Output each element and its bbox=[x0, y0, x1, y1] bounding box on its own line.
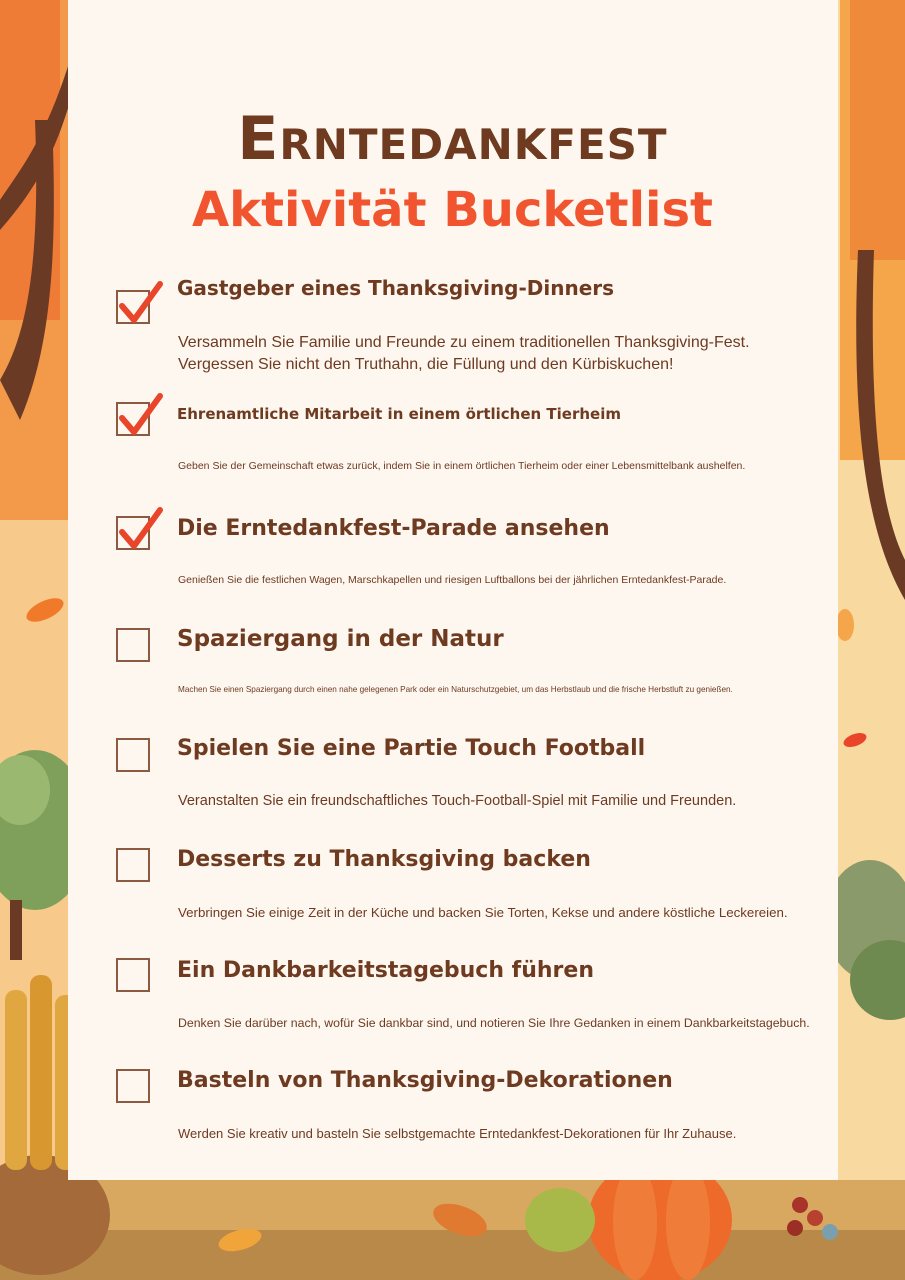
item-description: Versammeln Sie Familie und Freunde zu einem traditionellen Thanksgiving-Fest. bbox=[178, 334, 750, 351]
item-title: Desserts zu Thanksgiving backen bbox=[177, 847, 591, 872]
item-title: Ein Dankbarkeitstagebuch führen bbox=[177, 958, 594, 983]
page-title: Erntedankfest bbox=[237, 104, 668, 174]
checkbox[interactable] bbox=[116, 848, 150, 882]
item-title: Die Erntedankfest-Parade ansehen bbox=[177, 516, 610, 541]
checkmark-icon bbox=[116, 506, 164, 554]
page-subtitle: Aktivität Bucketlist bbox=[192, 182, 713, 238]
item-title: Spaziergang in der Natur bbox=[177, 626, 504, 652]
checkbox[interactable] bbox=[116, 1069, 150, 1103]
item-title: Spielen Sie eine Partie Touch Football bbox=[177, 736, 646, 761]
item-description: Werden Sie kreativ und basteln Sie selbstgemachte Erntedankfest-Dekorationen für Ihr Zuhause. bbox=[178, 1126, 737, 1141]
item-description: Vergessen Sie nicht den Truthahn, die Füllung und den Kürbiskuchen! bbox=[178, 356, 674, 373]
checkmark-icon bbox=[116, 280, 164, 328]
item-title: Ehrenamtliche Mitarbeit in einem örtlichen Tierheim bbox=[177, 405, 621, 423]
item-description: Genießen Sie die festlichen Wagen, Marschkapellen und riesigen Luftballons bei der jährlichen Erntedankfest-Parade. bbox=[178, 574, 727, 586]
checkbox[interactable] bbox=[116, 958, 150, 992]
item-description: Geben Sie der Gemeinschaft etwas zurück, indem Sie in einem örtlichen Tierheim oder einer Lebensmittelbank aushelfen. bbox=[178, 460, 746, 472]
item-description: Machen Sie einen Spaziergang durch einen nahe gelegenen Park oder ein Naturschutzgebiet, um das Herbstlaub und die frische Herbstluft zu genießen. bbox=[178, 685, 733, 694]
checklist-paper bbox=[68, 0, 838, 1180]
item-description: Verbringen Sie einige Zeit in der Küche und backen Sie Torten, Kekse und andere köstliche Leckereien. bbox=[178, 905, 788, 920]
item-title: Basteln von Thanksgiving-Dekorationen bbox=[177, 1068, 673, 1093]
checkbox[interactable] bbox=[116, 628, 150, 662]
item-description: Veranstalten Sie ein freundschaftliches Touch-Football-Spiel mit Familie und Freunden. bbox=[178, 793, 737, 809]
checkmark-icon bbox=[116, 392, 164, 440]
item-description: Denken Sie darüber nach, wofür Sie dankbar sind, und notieren Sie Ihre Gedanken in einem Dankbarkeitstagebuch. bbox=[178, 1016, 810, 1030]
item-title: Gastgeber eines Thanksgiving-Dinners bbox=[177, 276, 615, 300]
checkbox[interactable] bbox=[116, 738, 150, 772]
